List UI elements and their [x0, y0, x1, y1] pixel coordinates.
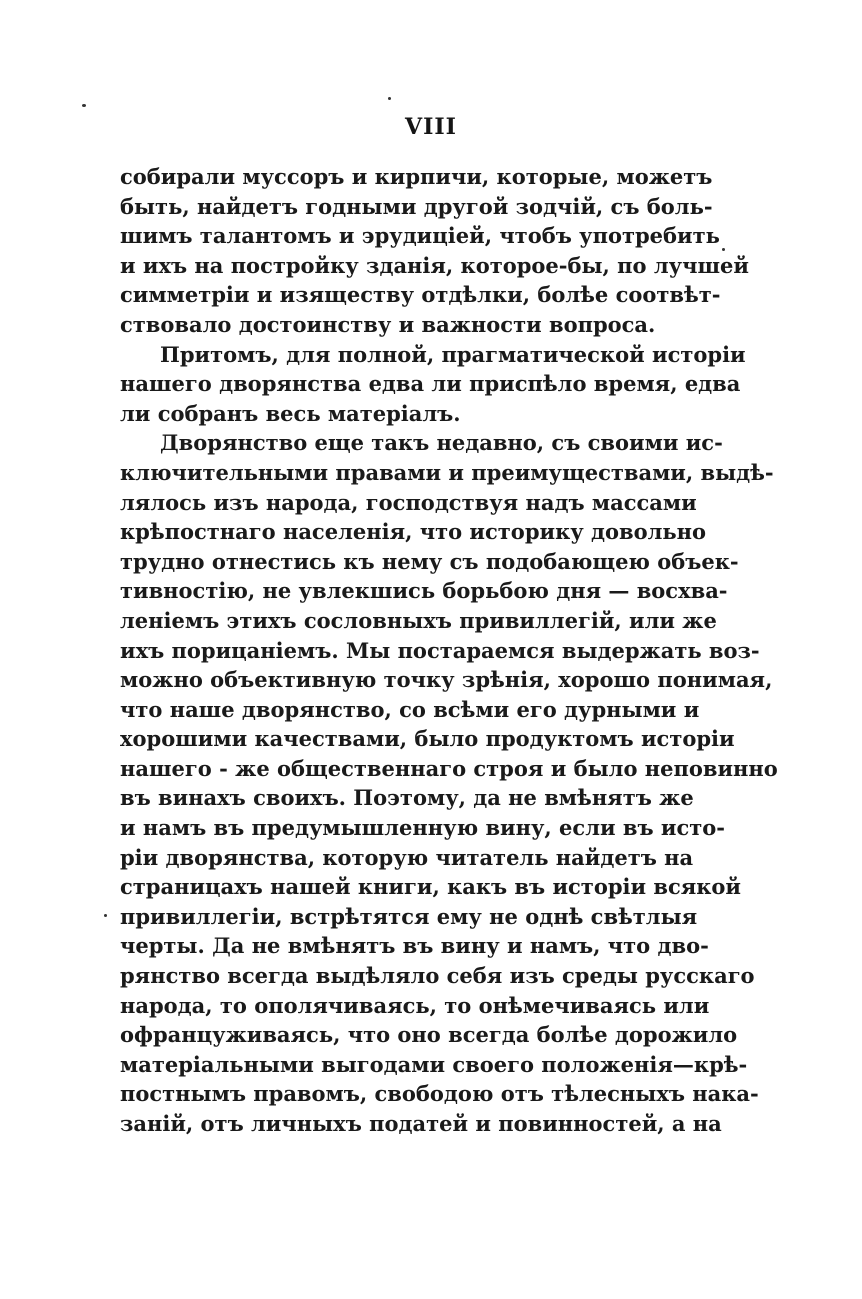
text-line: Притомъ, для полной, прагматической исторіи — [160, 341, 746, 367]
text-line: леніемъ этихъ сословныхъ привиллегій, или же — [120, 607, 717, 633]
text-line: тивностію, не увлекшись борьбою дня — восхва- — [120, 578, 728, 604]
ink-speck — [104, 914, 107, 917]
text-line: ріи дворянства, которую читатель найдетъ на — [120, 844, 694, 870]
page-number: VIII — [405, 114, 457, 140]
text-line: ствовало достоинству и важности вопроса. — [120, 311, 656, 337]
text-line: и намъ въ предумышленную вину, если въ исто- — [120, 815, 726, 841]
text-line: рянство всегда выдѣляло себя изъ среды русскаго — [120, 963, 755, 989]
text-line: матеріальными выгодами своего положенія—крѣ- — [120, 1051, 748, 1077]
text-line: привиллегіи, встрѣтятся ему не однѣ свѣтлыя — [120, 903, 698, 929]
text-line: черты. Да не вмѣнятъ въ вину и намъ, что дво- — [120, 933, 709, 959]
text-line: лялось изъ народа, господствуя надъ массами — [120, 489, 697, 515]
text-line: офранцуживаясь, что оно всегда болѣе дорожило — [120, 1022, 738, 1048]
text-line: ихъ порицаніемъ. Мы постараемся выдержать воз- — [120, 637, 760, 663]
ink-speck — [388, 97, 391, 100]
text-line: нашего - же общественнаго строя и было неповинно — [120, 755, 778, 781]
text-line: симметріи и изяществу отдѣлки, болѣе соотвѣт- — [120, 282, 721, 308]
text-line: и ихъ на постройку зданія, которое-бы, по лучшей — [120, 252, 749, 278]
text-line: въ винахъ своихъ. Поэтому, да не вмѣнятъ же — [120, 785, 694, 811]
text-line: шимъ талантомъ и эрудиціей, чтобъ употребить — [120, 223, 720, 249]
text-line: крѣпостнаго населенія, что историку довольно — [120, 519, 707, 545]
ink-speck — [722, 248, 725, 251]
text-line: заній, отъ личныхъ податей и повинностей, а на — [120, 1111, 722, 1136]
text-line: собирали муссоръ и кирпичи, которые, можетъ — [120, 164, 713, 189]
text-line: что наше дворянство, со всѣми его дурными и — [120, 696, 700, 722]
text-line: можно объективную точку зрѣнія, хорошо понимая, — [120, 667, 773, 693]
text-line: быть, найдетъ годными другой зодчій, съ боль- — [120, 193, 713, 219]
text-line: хорошими качествами, было продуктомъ исторіи — [120, 726, 735, 752]
body-text — [120, 162, 778, 1139]
text-line: ключительными правами и преимуществами, выдѣ- — [120, 459, 774, 485]
text-line: трудно отнестись къ нему съ подобающею объек- — [120, 548, 739, 574]
text-line: народа, то ополячиваясь, то онѣмечиваясь или — [120, 992, 710, 1018]
text-line: ли собранъ весь матеріалъ. — [120, 400, 461, 426]
text-line: Дворянство еще такъ недавно, съ своими ис- — [160, 430, 723, 456]
text-line: постнымъ правомъ, свободою отъ тѣлесныхъ нака- — [120, 1081, 759, 1107]
text-line: нашего дворянства едва ли приспѣло время, едва — [120, 371, 741, 397]
ink-speck — [82, 104, 86, 107]
text-line: страницахъ нашей книги, какъ въ исторіи всякой — [120, 874, 742, 900]
